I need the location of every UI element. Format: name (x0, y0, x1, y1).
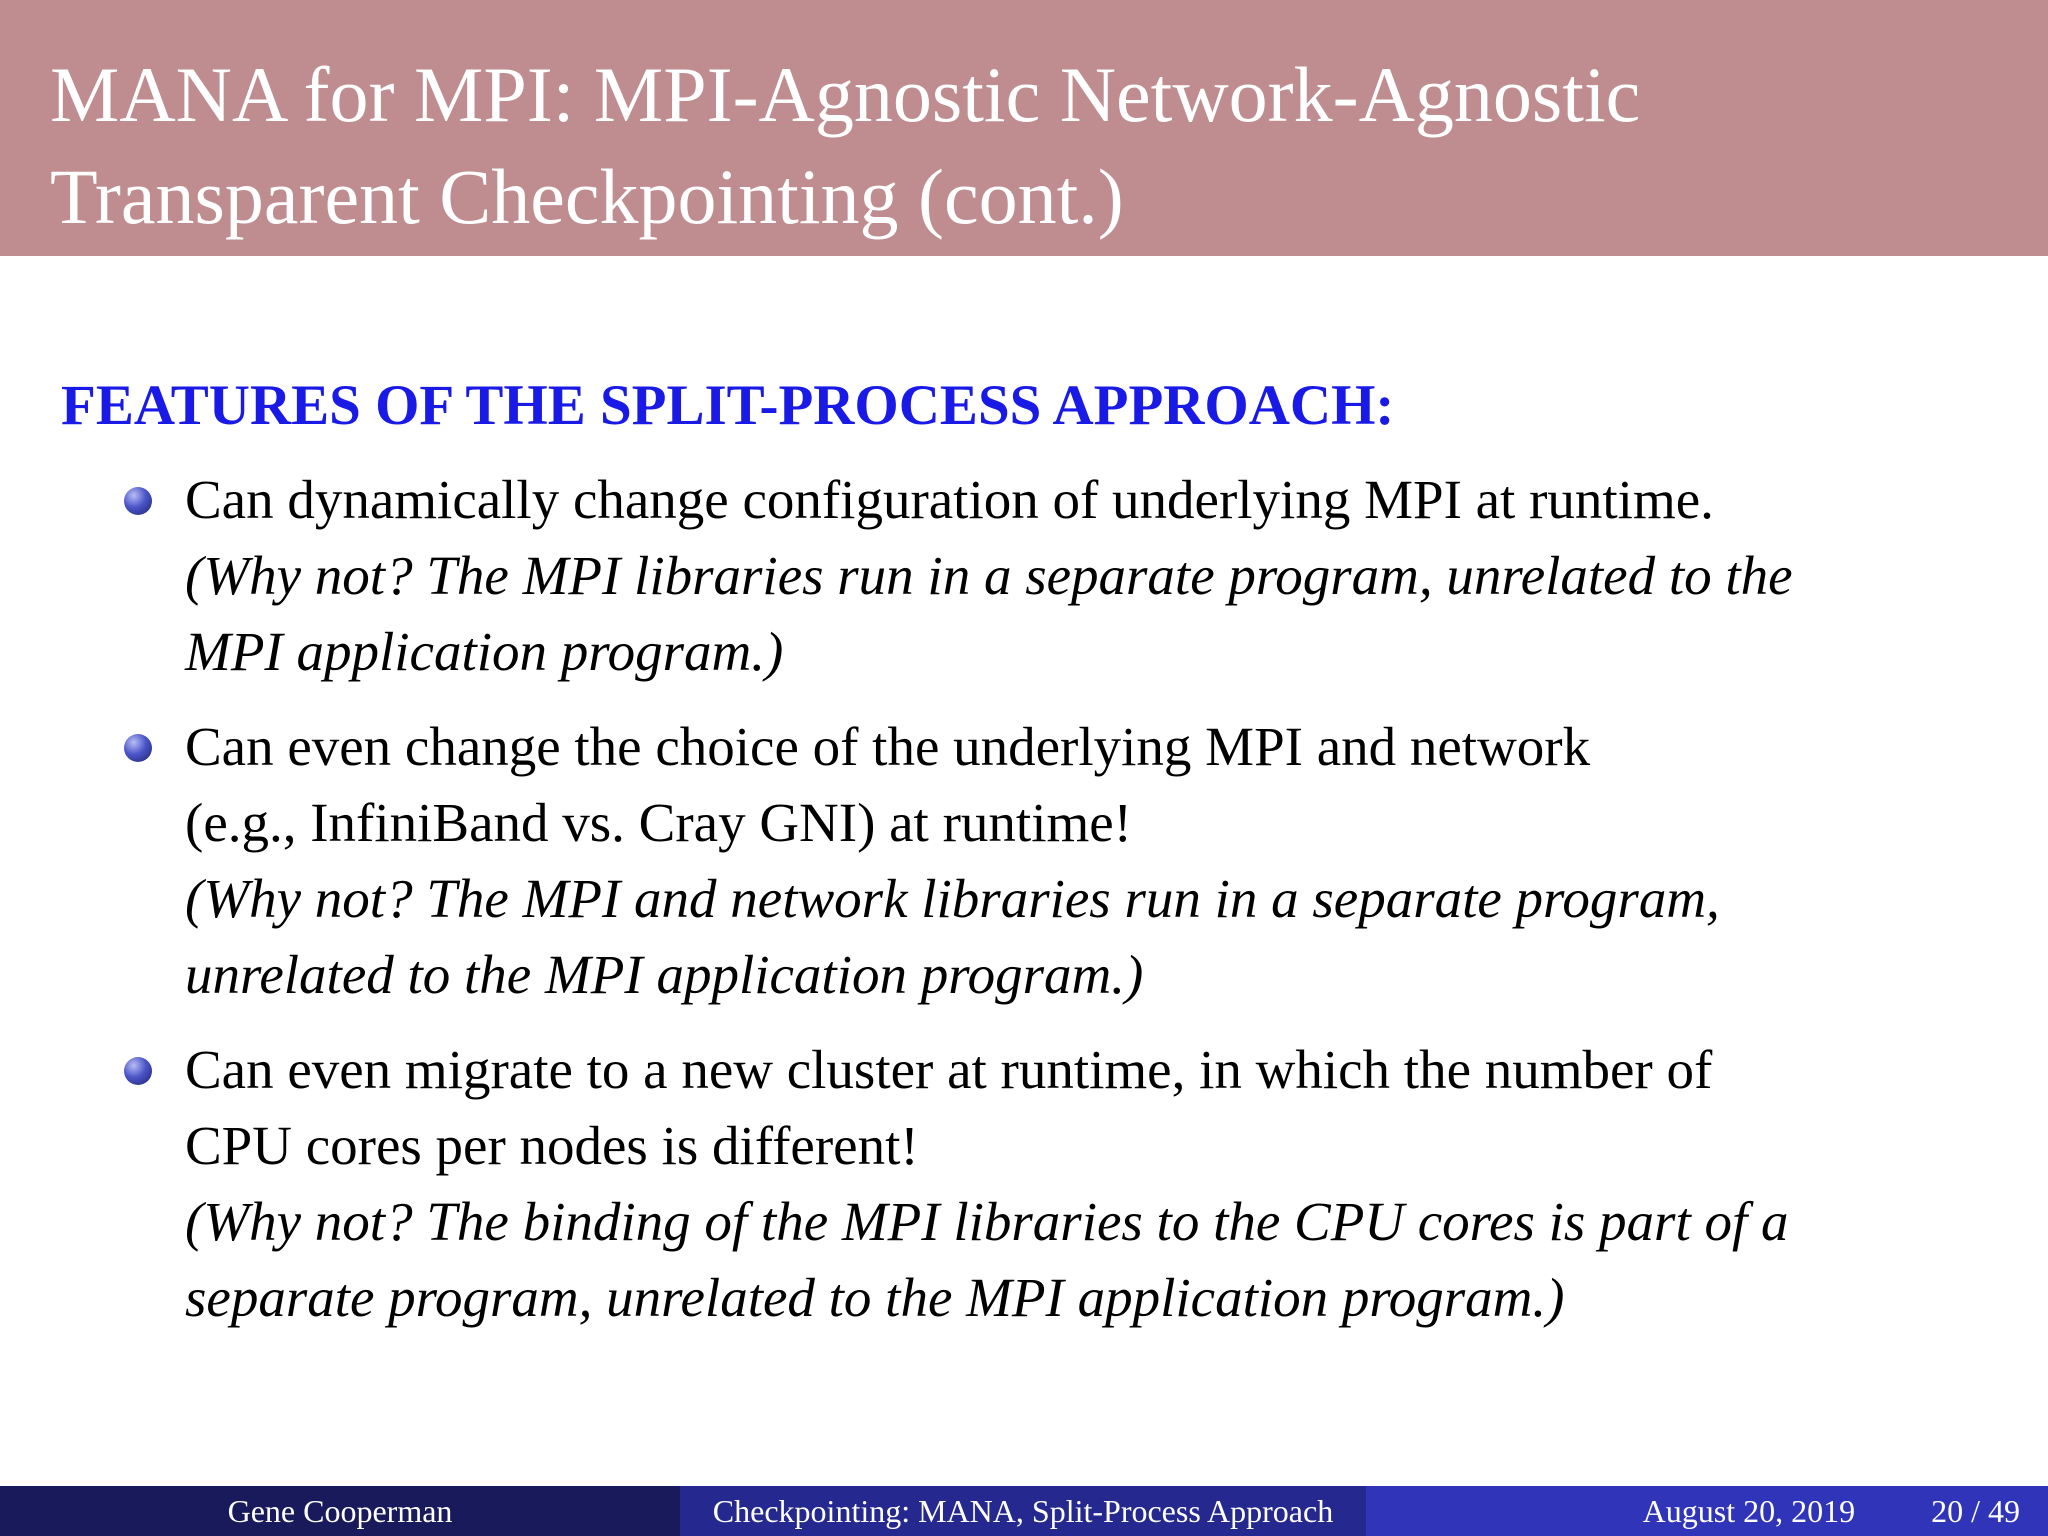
footer-talk-title: Checkpointing: MANA, Split-Process Approach (680, 1486, 1366, 1536)
bullet-3-note-line-2: separate program, unrelated to the MPI application program.) (185, 1267, 1565, 1328)
bullet-3-line-2: CPU cores per nodes is different! (185, 1115, 919, 1176)
bullet-3-note-line-1: (Why not? The binding of the MPI libraries to the CPU cores is part of a (185, 1191, 1789, 1252)
slide-title-line-2: Transparent Checkpointing (cont.) (50, 153, 1124, 240)
section-heading: FEATURES OF THE SPLIT-PROCESS APPROACH: (61, 374, 1395, 437)
bullet-1-note-line-1: (Why not? The MPI libraries run in a separate program, unrelated to the (185, 545, 1793, 606)
bullet-3-line-1: Can even migrate to a new cluster at runtime, in which the number of (185, 1039, 1713, 1100)
bullet-2-line-1: Can even change the choice of the underlying MPI and network (185, 716, 1591, 777)
bullet-2-note-line-2: unrelated to the MPI application program.) (185, 944, 1144, 1005)
bullet-item-2 (185, 709, 2025, 1013)
footer-page-number: 20 / 49 (1931, 1492, 2020, 1529)
footer-author: Gene Cooperman (0, 1486, 680, 1536)
bullet-2-note-line-1: (Why not? The MPI and network libraries run in a separate program, (185, 868, 1720, 929)
footer-right-section (1366, 1486, 2048, 1536)
bullet-2-line-2: (e.g., InfiniBand vs. Cray GNI) at runtime! (185, 792, 1132, 853)
bullet-1-note-line-2: MPI application program.) (185, 621, 784, 682)
bullet-item-1 (185, 462, 2025, 690)
slide-title-line-1: MANA for MPI: MPI-Agnostic Network-Agnostic (50, 51, 1641, 138)
bullet-ball-icon (124, 734, 152, 762)
bullet-1-line-1: Can dynamically change configuration of underlying MPI at runtime. (185, 469, 1714, 530)
bullet-item-3 (185, 1032, 2025, 1336)
footer (0, 1486, 2048, 1536)
footer-date: August 20, 2019 (1642, 1492, 1856, 1529)
bullet-ball-icon (124, 487, 152, 515)
bullet-ball-icon (124, 1057, 152, 1085)
